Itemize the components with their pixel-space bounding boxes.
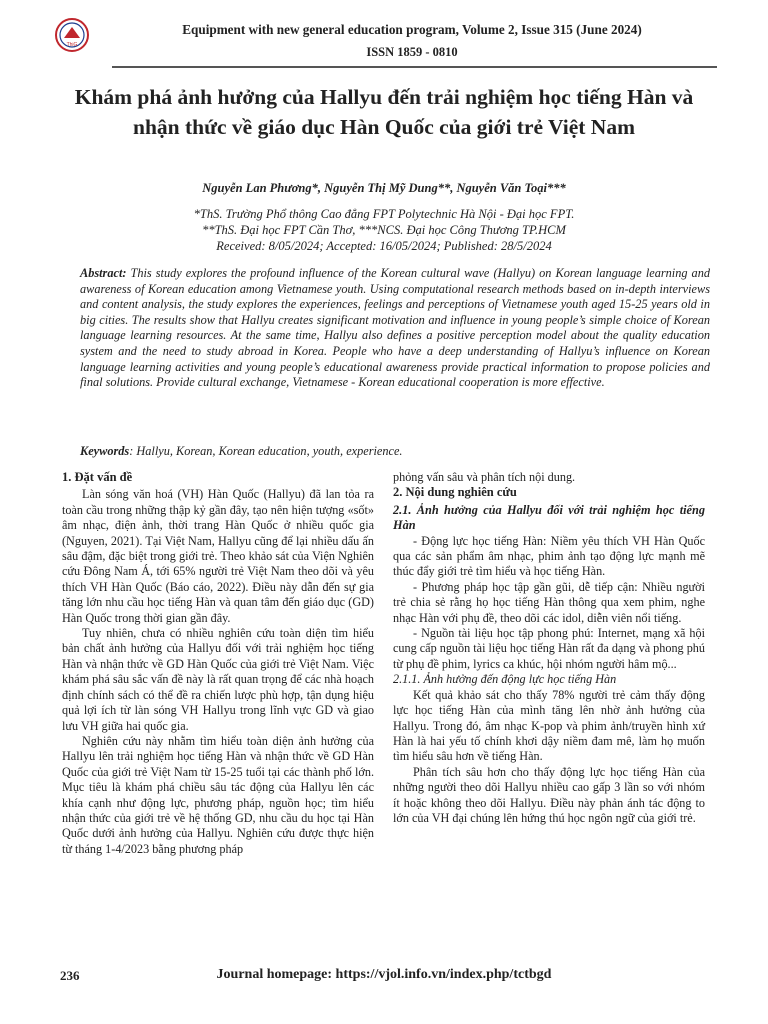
keywords (80, 444, 710, 459)
abstract-text: This study explores the profound influence of the Korean cultural wave (Hallyu) on Korean language learning and awareness of Korean education among Vietnamese youth. Using computational research methods based on in-depth interviews and content analysis, the study explores the experiences, feelings and perceptions of Vietnamese youth aged 15-25 years old in big cities. The results show that Hallyu creates significant motivation and influence in young people’s simple choice of Korean language learning resources. At the same time, Hallyu also defines a positive perception model about the quality education system and the need to study abroad in Korea. People who have a deep understanding of Hallyu’s influence on Korean language learning activities and young people’s educational awareness provide practical information to propose policies and final solutions. Provide cultural exchange, Vietnamese - Korean educational cooperation is more effective. (80, 266, 710, 390)
paragraph: Phân tích sâu hơn cho thấy động lực học tiếng Hàn của những người theo dõi Hallyu nhiều cao gấp 3 lần so với nhóm ít hoặc không theo dõi Hallyu. Điều này phản ánh tác động to lớn của VH đại chúng lên hứng thú học ngôn ngữ của giới trẻ. (393, 764, 705, 825)
article-title: Khám phá ảnh hưởng của Hallyu đến trải nghiệm học tiếng Hàn và nhận thức về giáo dục Hàn Quốc của giới trẻ Việt Nam (74, 85, 694, 139)
right-column (393, 470, 705, 826)
svg-text:ThiG: ThiG (66, 42, 78, 48)
section-heading: 2. Nội dung nghiên cứu (393, 485, 517, 500)
bullet-item: - Phương pháp học tập gần gũi, dễ tiếp cận: Nhiều người trẻ chia sẻ rằng họ học tiếng Hàn thông qua xem phim, nghe nhạc Hàn với phụ đề, theo dõi các idol, diễn viên nổi tiếng. (393, 579, 705, 625)
abstract (80, 266, 710, 391)
journal-title: Equipment with new general education program, Volume 2, Issue 315 (June 2024) (182, 22, 642, 37)
page-header (0, 0, 768, 70)
paragraph-continuation: phỏng vấn sâu và phân tích nội dung. (393, 470, 576, 484)
bullet-item: - Động lực học tiếng Hàn: Niềm yêu thích VH Hàn Quốc qua các sản phẩm âm nhạc, phim ảnh tạo động lực mạnh mẽ thúc đẩy giới trẻ tìm hiểu và học tiếng Hàn. (393, 533, 705, 579)
keywords-label: Keywords (80, 444, 130, 458)
journal-homepage: Journal homepage: https://vjol.info.vn/index.php/tctbgd (216, 967, 552, 982)
subsubsection-heading: 2.1.1. Ảnh hưởng đến động lực học tiếng Hàn (393, 672, 617, 687)
journal-logo-icon (55, 18, 89, 52)
affiliation-line: *ThS. Trường Phổ thông Cao đẳng FPT Polytechnic Hà Nội - Đại học FPT. (193, 207, 575, 221)
journal-issn: ISSN 1859 - 0810 (366, 45, 458, 59)
paragraph: Làn sóng văn hoá (VH) Hàn Quốc (Hallyu) đã lan tỏa ra toàn cầu trong những thập kỷ gần đây, tạo nên hiện tượng «sốt» âm nhạc, điện ảnh, thời trang Hàn Quốc ở nhiều quốc gia (Nguyen, 2021). Tại Việt Nam, Hallyu cũng để lại nhiều dấu ấn sâu đậm, đặc biệt trong giới trẻ. Theo khảo sát của Viện Nghiên cứu Đông Nam Á, tới 65% người trẻ Việt Nam theo dõi và yêu thích VH Hàn Quốc (Báo cáo, 2022). Điều này dẫn đến sự gia tăng lớn nhu cầu học tiếng Hàn và quan tâm đến giáo dục (GD) Hàn Quốc trong thời gian gần đây. (62, 487, 374, 625)
paragraph: Kết quả khảo sát cho thấy 78% người trẻ cảm thấy động lực học tiếng Hàn của mình tăng lên nhờ ảnh hưởng của Hallyu. Trong đó, âm nhạc K-pop và phim ảnh/truyền hình xứ Hàn là hai yếu tố chính khơi dậy niềm đam mê, làm họ muốn tìm hiểu sâu hơn về tiếng Hàn. (393, 687, 705, 764)
section-heading: 1. Đặt vấn đề (62, 470, 133, 484)
paragraph: Nghiên cứu này nhằm tìm hiểu toàn diện ảnh hưởng của Hallyu lên trải nghiệm học tiếng Hàn và nhận thức về GD Hàn Quốc của giới trẻ Việt Nam từ 15-25 tuổi tại các thành phố lớn. Mục tiêu là khám phá chiều sâu tác động của Hallyu lên các khía cạnh như động lực, phương pháp, nguồn học; tìm hiểu nhận thức của giới trẻ về hệ thống GD, nhu cầu du học tại Hàn Quốc dưới ảnh hưởng của Hallyu. Nghiên cứu được thực hiện từ tháng 1-4/2023 bằng phương pháp (62, 733, 374, 856)
left-column (62, 470, 374, 857)
header-rule (112, 66, 717, 68)
abstract-label: Abstract: (80, 266, 127, 280)
affiliations (60, 206, 708, 254)
paragraph: Tuy nhiên, chưa có nhiều nghiên cứu toàn diện tìm hiểu bản chất ảnh hưởng của Hallyu đối với trải nghiệm học tiếng Hàn và nhận thức về GD Hàn Quốc của giới trẻ Việt Nam. Việc khám phá sâu sắc vấn đề này là rất quan trọng để các nhà hoạch định chính sách có thể đề ra chiến lược phù hợp, tận dụng hiệu quả lợi ích từ làn sóng VH Hallyu trong lĩnh vực GD và giao lưu VH giữa hai quốc gia. (62, 626, 374, 733)
page-number: 236 (60, 968, 80, 983)
bullet-item: - Nguồn tài liệu học tập phong phú: Internet, mạng xã hội cung cấp nguồn tài liệu học tiếng Hàn rất đa dạng và phong phú từ phụ đề phim, lyrics ca khúc, hội nhóm người hâm mộ... (393, 626, 705, 671)
subsection-heading: 2.1. Ảnh hưởng của Hallyu đối với trải nghiệm học tiếng Hàn (393, 502, 705, 533)
keywords-text: : Hallyu, Korean, Korean education, youth, experience. (129, 444, 403, 458)
dates-line: Received: 8/05/2024; Accepted: 16/05/2024; Published: 28/5/2024 (216, 239, 552, 253)
affiliation-line: **ThS. Đại học FPT Cần Thơ, ***NCS. Đại học Công Thương TP.HCM (202, 223, 566, 237)
article-authors: Nguyễn Lan Phương*, Nguyễn Thị Mỹ Dung**, Nguyễn Văn Toại*** (202, 181, 566, 195)
